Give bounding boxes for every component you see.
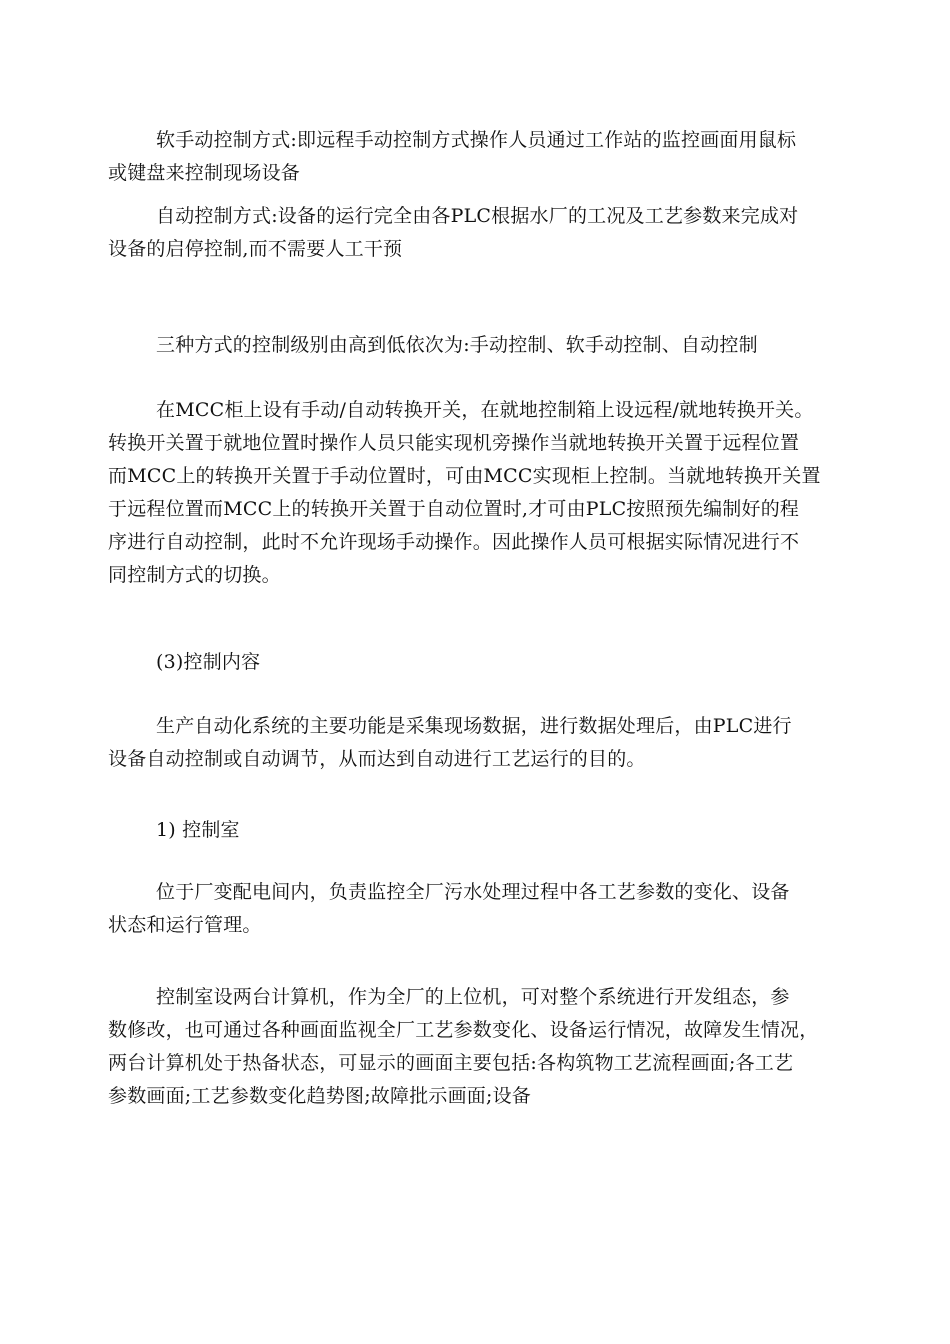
text-line: 状态和运行管理。 <box>108 914 262 936</box>
section-heading-control-content <box>108 646 848 679</box>
text-line: 参数画面;工艺参数变化趋势图;故障批示画面;设备 <box>108 1085 532 1107</box>
text-line: (3)控制内容 <box>156 651 261 673</box>
text-line: 而MCC上的转换开关置于手动位置时，可由MCC实现柜上控制。当就地转换开关置 <box>108 465 821 487</box>
text-line: 三种方式的控制级别由高到低依次为:手动控制、软手动控制、自动控制 <box>156 334 758 356</box>
text-line: 数修改，也可通过各种画面监视全厂工艺参数变化、设备运行情况，故障发生情况， <box>108 1019 819 1041</box>
text-line: 软手动控制方式:即远程手动控制方式操作人员通过工作站的监控画面用鼠标 <box>156 129 797 151</box>
text-line: 或键盘来控制现场设备 <box>108 162 301 184</box>
paragraph-location <box>108 876 848 942</box>
paragraph-auto-control <box>108 200 848 266</box>
text-line: 设备自动控制或自动调节，从而达到自动进行工艺运行的目的。 <box>108 748 646 770</box>
text-line: 转换开关置于就地位置时操作人员只能实现机旁操作当就地转换开关置于远程位置 <box>108 432 800 454</box>
paragraph-mcc-switch <box>108 394 848 592</box>
text-line: 在MCC柜上设有手动/自动转换开关，在就地控制箱上设远程/就地转换开关。 <box>156 399 814 421</box>
paragraph-control-levels <box>108 329 848 362</box>
text-line: 1) 控制室 <box>156 819 240 841</box>
paragraph-soft-manual-control <box>108 124 848 190</box>
text-line: 控制室设两台计算机，作为全厂的上位机，可对整个系统进行开发组态，参 <box>156 986 790 1008</box>
text-line: 位于厂变配电间内，负责监控全厂污水处理过程中各工艺参数的变化、设备 <box>156 881 790 903</box>
text-line: 生产自动化系统的主要功能是采集现场数据，进行数据处理后，由PLC进行 <box>156 715 792 737</box>
text-line: 于远程位置而MCC上的转换开关置于自动位置时,才可由PLC按照预先编制好的程 <box>108 498 800 520</box>
text-line: 自动控制方式:设备的运行完全由各PLC根据水厂的工况及工艺参数来完成对 <box>156 205 799 227</box>
text-line: 设备的启停控制,而不需要人工干预 <box>108 238 403 260</box>
text-line: 两台计算机处于热备状态，可显示的画面主要包括:各构筑物工艺流程画面;各工艺 <box>108 1052 794 1074</box>
text-line: 序进行自动控制，此时不允许现场手动操作。因此操作人员可根据实际情况进行不 <box>108 531 800 553</box>
text-line: 同控制方式的切换。 <box>108 564 281 586</box>
subheading-control-room <box>108 814 848 847</box>
paragraph-computers <box>108 981 848 1113</box>
paragraph-main-function <box>108 710 848 776</box>
